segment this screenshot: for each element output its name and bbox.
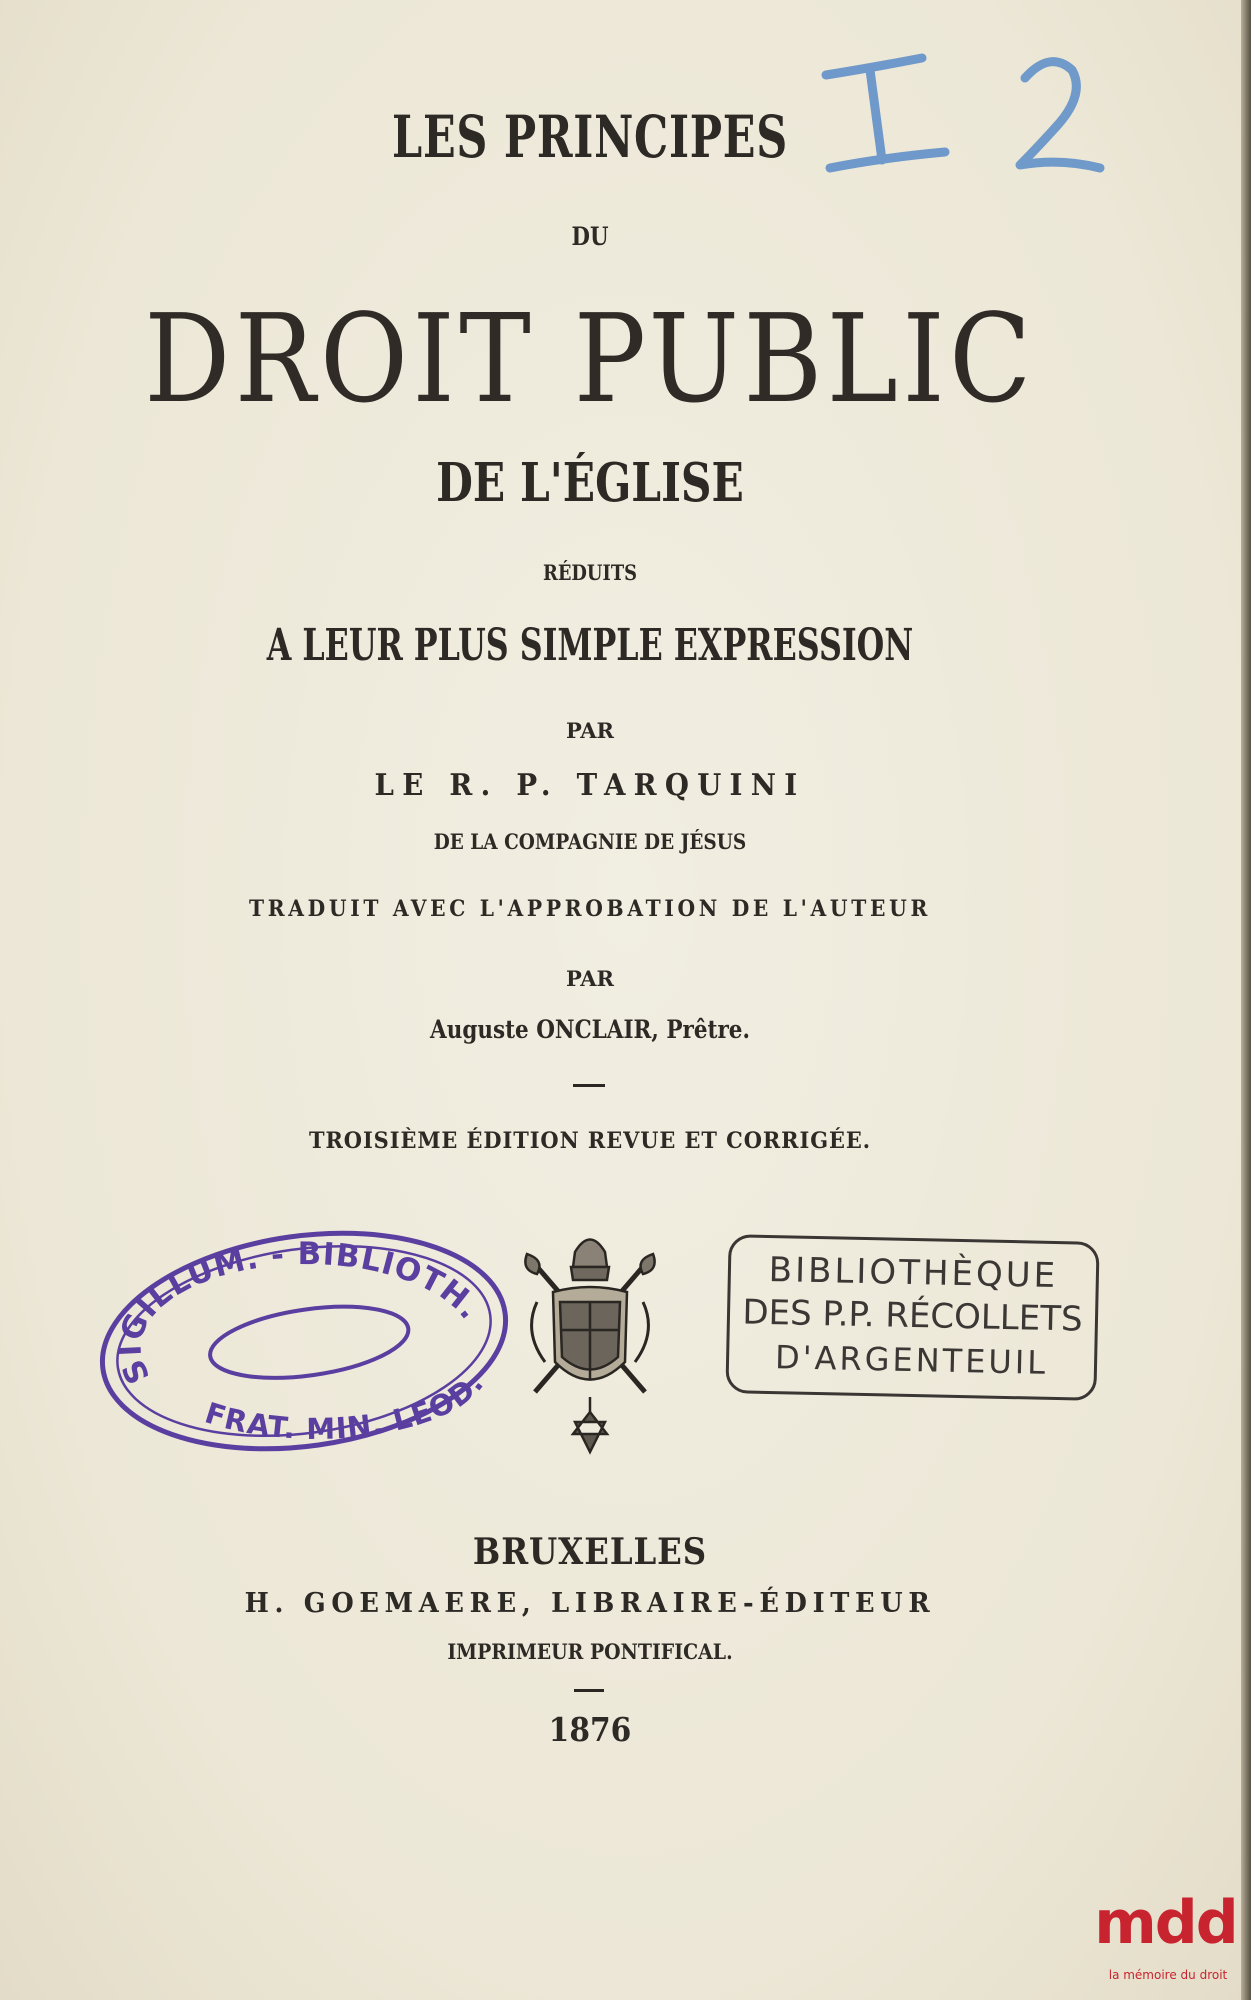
city: BRUXELLES (472, 1531, 708, 1573)
publisher: H. GOEMAERE, LIBRAIRE-ÉDITEUR (244, 1588, 936, 1619)
library-rect-stamp (725, 1234, 1099, 1401)
pontifical-crest (515, 1222, 665, 1467)
mdd-logo-subtitle: la mémoire du droit (1108, 1968, 1228, 1982)
subtitle-reduits: RÉDUITS (542, 560, 638, 585)
divider-2 (574, 1689, 604, 1692)
seal-bottom-text: FRAT. MIN. LEOD. (201, 1366, 491, 1446)
author-name: LE R. P. TARQUINI (374, 768, 806, 803)
library-seal-stamp (95, 1225, 513, 1457)
mdd-watermark-logo (1088, 1888, 1248, 2000)
printer: IMPRIMEUR PONTIFICAL. (447, 1639, 733, 1664)
divider (573, 1084, 605, 1087)
page-edge (1241, 0, 1251, 2000)
stamp-line-2: DES P.P. RÉCOLLETS (742, 1292, 1084, 1340)
author-affiliation: DE LA COMPAGNIE DE JÉSUS (433, 829, 747, 854)
seal-top-text: SIGILLUM. - BIBLIOTH. (112, 1236, 489, 1390)
par-label-2: PAR (565, 966, 614, 991)
translator-name: Auguste ONCLAIR, Prêtre. (430, 1015, 750, 1044)
edition-note: TROISIÈME ÉDITION REVUE ET CORRIGÉE. (308, 1128, 872, 1154)
svg-text:FRAT. MIN. LEOD. (201, 1367, 491, 1446)
title-line-eglise: DE L'ÉGLISE (436, 452, 744, 514)
title-line-principes: LES PRINCIPES (392, 103, 788, 171)
mdd-logo-mark: mdd (1094, 1888, 1237, 1958)
main-title: DROIT PUBLIC (144, 288, 1036, 430)
translation-note: TRADUIT AVEC L'APPROBATION DE L'AUTEUR (249, 896, 931, 922)
stamp-line-3: D'ARGENTEUIL (774, 1338, 1049, 1382)
par-label: PAR (565, 718, 614, 743)
title-line-du: DU (571, 222, 609, 251)
publication-year: 1876 (548, 1710, 632, 1749)
subtitle-expression: A LEUR PLUS SIMPLE EXPRESSION (266, 620, 914, 671)
stamp-line-1: BIBLIOTHÈQUE (768, 1249, 1059, 1297)
